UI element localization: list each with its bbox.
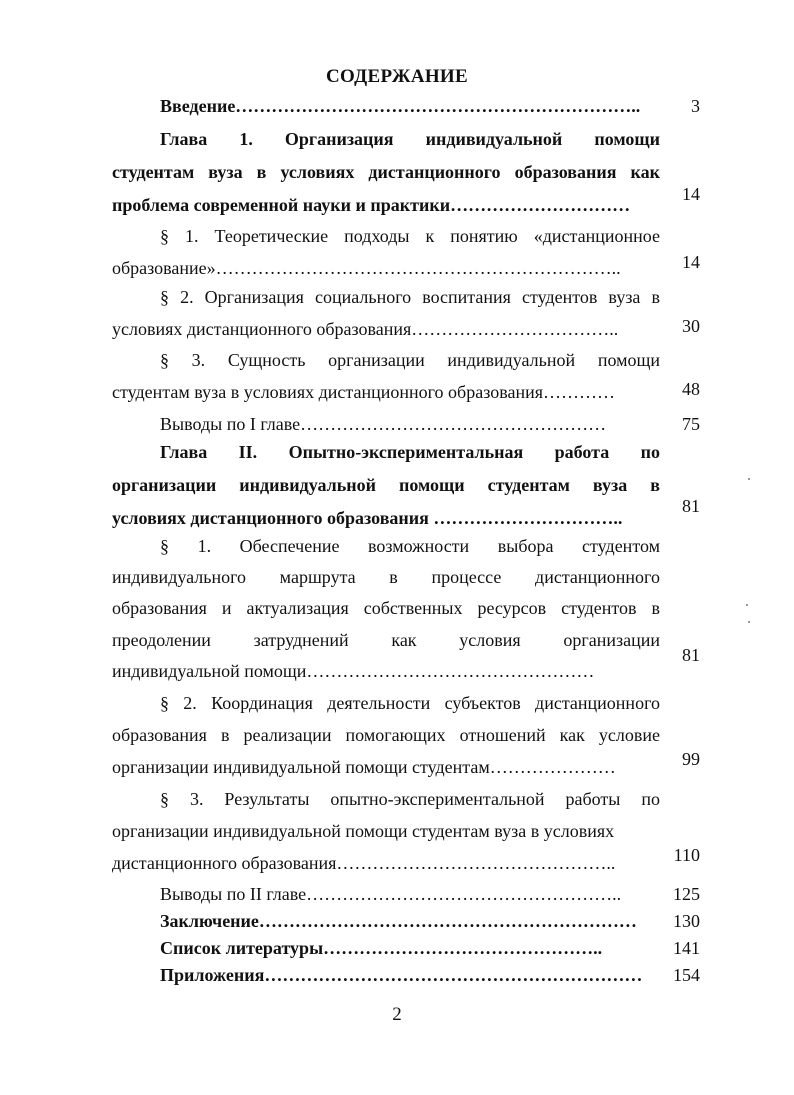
toc-page-number: 141 [673,938,700,958]
toc-entry-line: Глава II. Опытно-экспериментальная работа по [160,442,660,462]
toc-entry-line: преодолении затруднений как условия организации [112,630,660,650]
toc-entry-line: условиях дистанционного образования…………………………….. [112,319,619,339]
toc-entry-line: студентам вуза в условиях дистанционного образования как [112,162,660,182]
toc-page-number: 3 [691,96,700,116]
toc-entry-line: образование»………………………………………………………….. [112,258,621,278]
toc-entry-line: образования и актуализация собственных ресурсов студентов в [112,598,660,618]
toc-entry-line: Выводы по II главе…………………………………………….. [160,884,622,904]
toc-entry-line: § 2. Координация деятельности субъектов дистанционного [160,693,660,713]
toc-page-number: 110 [673,845,700,865]
toc-page-number: 14 [682,184,700,204]
toc-page-number: 125 [673,884,700,904]
toc-page-number: 154 [673,965,700,985]
toc-page-number: 30 [682,316,700,336]
toc-entry-line: § 3. Результаты опытно-экспериментальной работы по [160,789,660,809]
scan-speck [748,621,750,623]
toc-page-number: 130 [673,911,700,931]
toc-page-number: 99 [682,749,700,769]
toc-entry-line: Выводы по I главе…………………………………………… [160,414,607,434]
toc-entry-line: Введение………………………………………………………….. [160,96,641,116]
toc-entry-line: организации индивидуальной помощи студентам вуза в [112,475,660,495]
toc-entry-line: § 2. Организация социального воспитания студентов вуза в [160,287,660,307]
toc-entry-line: образования в реализации помогающих отношений как условие [112,725,660,745]
toc-entry-line: Приложения……………………………………………………… [160,965,643,985]
toc-entry-line: организации индивидуальной помощи студентам вуза в условиях [112,821,615,841]
toc-entry-line: § 3. Сущность организации индивидуальной помощи [160,350,660,370]
toc-entry-line: Список литературы……………………………………….. [160,938,603,958]
toc-page-number: 81 [682,645,700,665]
toc-page-number: 81 [682,496,700,516]
toc-entry-line: проблема современной науки и практики………………………… [112,195,631,215]
toc-entry-line: § 1. Обеспечение возможности выбора студентом [160,536,660,556]
toc-entry-line: студентам вуза в условиях дистанционного образования………… [112,382,615,402]
page-number: 2 [392,1004,402,1025]
toc-entry-line: дистанционного образования……………………………………….. [112,853,616,873]
toc-entry-line: индивидуальной помощи………………………………………… [112,661,595,681]
toc-entry-line: Заключение……………………………………………………… [160,911,637,931]
toc-page-number: 14 [682,252,700,272]
toc-entry-line: Глава 1. Организация индивидуальной помощи [160,129,660,149]
toc-entry-line: условиях дистанционного образования ………………………….. [112,508,623,528]
toc-title: СОДЕРЖАНИЕ [326,66,468,87]
scan-speck [746,604,748,606]
toc-page-number: 75 [682,414,700,434]
toc-entry-line: организации индивидуальной помощи студентам………………… [112,757,616,777]
toc-page-number: 48 [682,379,700,399]
toc-entry-line: § 1. Теоретические подходы к понятию «дистанционное [160,226,660,246]
toc-entry-line: индивидуального маршрута в процессе дистанционного [112,567,660,587]
scan-speck [748,478,750,480]
